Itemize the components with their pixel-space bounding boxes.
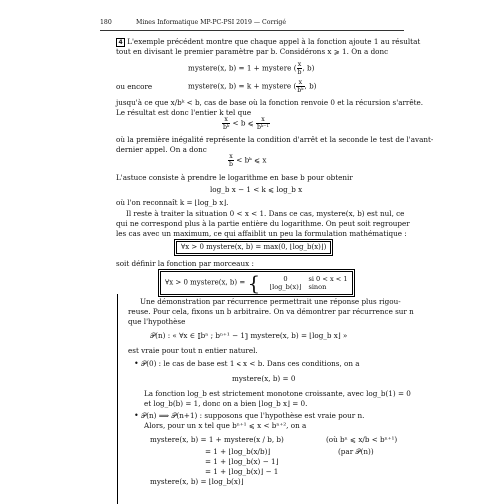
- equation: mystere(x, b) = 0: [232, 374, 296, 383]
- paragraph-line: dernier appel. On a donc: [116, 145, 207, 154]
- paragraph-line: où l'on reconnaît k = ⌊log_b x⌋.: [116, 198, 229, 207]
- remark-line: Une démonstration par récurrence permettrait une réponse plus rigou-: [140, 297, 401, 306]
- bullet-item: • 𝒫(n) ⟹ 𝒫(n+1) : supposons que l'hypothèse est vraie pour n.: [134, 411, 365, 420]
- derivation-step: = 1 + ⌊log_b(x)⌋ − 1: [205, 467, 279, 476]
- bullet-item: • 𝒫(0) : le cas de base est 1 ⩽ x < b. Dans ces conditions, on a: [134, 359, 360, 368]
- paragraph-line: tout en divisant le premier paramètre par b. Considérons x ⩾ 1. On a donc: [116, 47, 389, 56]
- paragraph-line: 4 L'exemple précédent montre que chaque appel à la fonction ajoute 1 au résultat: [116, 37, 420, 47]
- remark-line: reuse. Pour cela, fixons un b arbitraire. On va démontrer par récurrence sur n: [128, 307, 414, 316]
- paragraph-line: où la première inégalité représente la condition d'arrêt et la seconde le test de l'avant-: [116, 135, 434, 144]
- paragraph-line: L'astuce consiste à prendre le logarithme en base b pour obtenir: [116, 173, 353, 182]
- paragraph-line: Le résultat est donc l'entier k tel que: [116, 108, 252, 117]
- derivation-step: = 1 + ⌊log_b(x) − 1⌋: [205, 457, 279, 466]
- page-number: 180: [100, 19, 112, 26]
- paragraph-line: ou encore: [116, 82, 153, 91]
- derivation-note: (par 𝒫(n)): [338, 447, 374, 456]
- remark-line: est vraie pour tout n entier naturel.: [128, 346, 258, 355]
- hypothesis: 𝒫(n) : « ∀x ∈ ⟦bⁿ ; bⁿ⁺¹ − 1⟧ mystere(x, b) = ⌊log_b x⌋ »: [150, 331, 348, 340]
- bullet-icon: •: [134, 359, 139, 368]
- bullet-icon: •: [134, 411, 139, 420]
- remark-line: et log_b(b) = 1, donc on a bien ⌊log_b x⌋ = 0.: [144, 399, 308, 408]
- derivation-step: = 1 + ⌊log_b(x/b)⌋: [205, 447, 271, 456]
- derivation-step: mystere(x, b) = ⌊log_b(x)⌋: [150, 477, 244, 486]
- remark-side-bar: [117, 294, 118, 504]
- running-header: [100, 16, 404, 31]
- running-title: Mines Informatique MP-PC-PSI 2019 — Corrigé: [136, 19, 286, 26]
- paragraph-line: Il reste à traiter la situation 0 < x < 1. Dans ce cas, mystere(x, b) est nul, ce: [126, 209, 405, 218]
- log-inequality: log_b x − 1 < k ⩽ log_b x: [210, 185, 303, 194]
- inequality: $\frac{x}{\text{bᵏ}}$ < b ⩽ $\frac{x}{\text{bᵏ⁻¹}}$: [223, 116, 269, 131]
- derivation-step: mystere(x, b) = 1 + mystere(x / b, b): [150, 435, 284, 444]
- remark-line: Alors, pour un x tel que bⁿ⁺¹ ⩽ x < bⁿ⁺², on a: [144, 421, 307, 430]
- paragraph-line: soit définir la fonction par morceaux :: [116, 259, 254, 268]
- boxed-formula-piecewise: ∀x > 0 mystere(x, b) = { 0 si 0 < x < 1 ⌊log_b(x)⌋ sinon: [160, 271, 353, 295]
- paragraph-line: qui ne correspond plus à la partie entière du logarithme. On peut soit regrouper: [116, 219, 410, 228]
- fraction: $\frac{x}{\text{bᵏ}}$: [297, 79, 304, 94]
- equation-1: mystere(x, b) = 1 + mystere ( $\frac{x}{b}$ , b): [188, 61, 315, 76]
- equation-2: mystere(x, b) = k + mystere ( $\frac{x}{\text{bᵏ}}$ , b): [188, 79, 317, 94]
- question-number-box: 4: [116, 38, 125, 47]
- boxed-formula-max: ∀x > 0 mystere(x, b) = max(0, ⌊log_b(x)⌋): [176, 241, 331, 254]
- fraction: $\frac{x}{b}$: [297, 61, 302, 76]
- derivation-note: (où bⁿ ⩽ x/b < bⁿ⁺¹): [326, 435, 398, 444]
- paragraph-line: les cas avec un maximum, ce qui affaiblit un peu la formulation mathématique :: [116, 229, 407, 238]
- cases: 0 si 0 < x < 1 ⌊log_b(x)⌋ sinon: [269, 275, 348, 291]
- remark-line: La fonction log_b est strictement monotone croissante, avec log_b(1) = 0: [144, 389, 411, 398]
- inequality: $\frac{x}{b}$ < bᵏ ⩽ x: [229, 153, 267, 168]
- paragraph-line: jusqu'à ce que x/bᵏ < b, cas de base où la fonction renvoie 0 et la récursion s'arrête.: [116, 98, 424, 107]
- remark-line: que l'hypothèse: [128, 317, 186, 326]
